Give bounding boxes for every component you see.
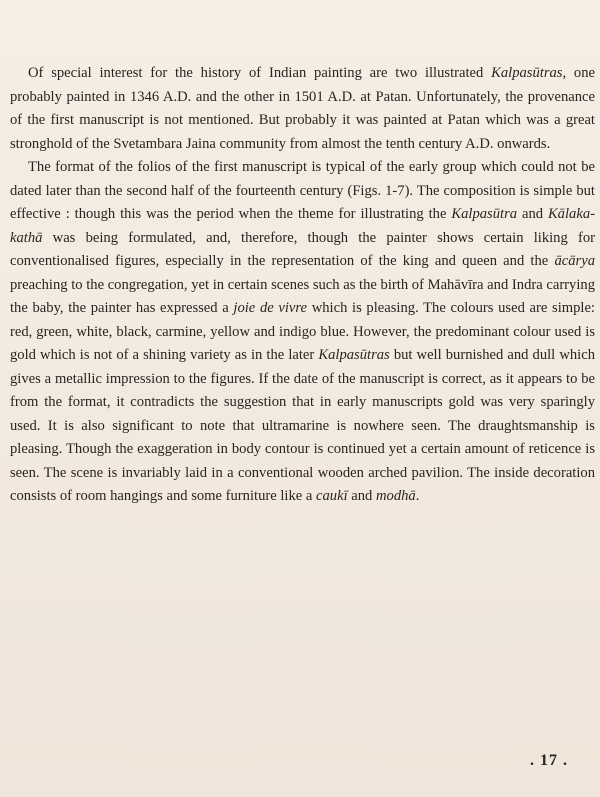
paragraph-2: The format of the folios of the first manuscript is typical of the early group which could not be dated later than the second half of the fourteenth century (Figs. 1-7). The composition is simple but effective : though this was the period when the theme for illustrating the Kalpasūtra and Kālaka-kathā was being formulated, and, therefore, though the painter shows certain liking for conventionalised figures, especially in the representation of the king and queen and the ācārya preaching to the congregation, yet in certain scenes such as the birth of Mahāvīra and Indra carrying the baby, the painter has expressed a joie de vivre which is pleasing. The colours used are simple: red, green, white, black, carmine, yellow and indigo blue. However, the predominant colour used is gold which is not of a shining variety as in the later Kalpasūtras but well burnished and dull which gives a metallic impression to the figures. If the date of the manuscript is correct, as it appears to be from the format, it contradicts the suggestion that in early manuscripts gold was very sparingly used. It is also significant to note that ultramarine is nowhere seen. The draughtsmanship is pleasing. Though the exaggeration in body contour is continued yet a certain amount of reticence is seen. The scene is invariably laid in a conventional wooden arched pavilion. The inside decoration consists of room hangings and some furniture like a caukī and modhā. bbox=[10, 159, 595, 504]
page-number: . 17 . bbox=[530, 752, 568, 769]
paragraph-1: Of special interest for the history of Indian painting are two illustrated Kalpasūtras, one probably painted in 1346 A.D. and the other in 1501 A.D. at Patan. Unfortunately, the provenance of the first manuscript is not mentioned. But probably it was painted at Patan which was a great stronghold of the Svetambara Jaina community from almost the tenth century A.D. onwards. bbox=[10, 65, 595, 152]
body-text bbox=[10, 62, 595, 509]
